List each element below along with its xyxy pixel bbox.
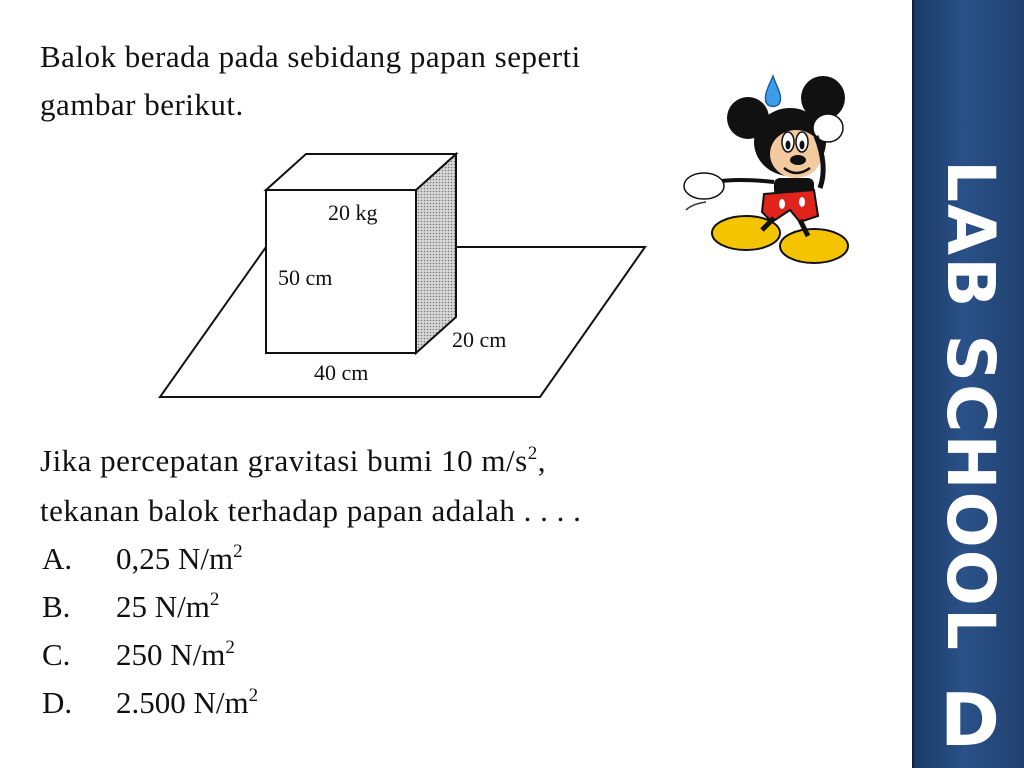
diagram-drawing	[150, 145, 660, 405]
width-label: 40 cm	[314, 360, 369, 385]
option-d[interactable]	[42, 684, 258, 722]
stem-line-1-end: ,	[537, 443, 546, 478]
answer-letter: D	[940, 678, 1000, 762]
option-a[interactable]	[42, 540, 243, 578]
question-stem-line-1	[40, 442, 546, 480]
stem-line-1-superscript: 2	[527, 443, 538, 464]
side-panel	[912, 0, 1024, 768]
option-superscript: 2	[248, 685, 259, 706]
block-on-board-diagram	[150, 145, 660, 405]
mass-label: 20 kg	[328, 200, 378, 225]
option-value: 25 N/m	[116, 589, 210, 624]
question-stem-line-2: tekanan balok terhadap papan adalah . . . .	[40, 493, 582, 528]
side-panel-title: LAB SCHOOL	[932, 160, 1009, 652]
option-superscript: 2	[209, 589, 220, 610]
option-superscript: 2	[233, 541, 243, 562]
option-letter: A.	[42, 541, 73, 576]
option-superscript: 2	[225, 637, 235, 658]
question-intro-line-2: gambar berikut.	[40, 87, 244, 122]
option-value: 2.500 N/m	[116, 685, 249, 720]
option-value: 250 N/m	[116, 637, 226, 672]
option-letter: D.	[42, 685, 73, 720]
option-b[interactable]	[42, 588, 219, 626]
stem-line-1-text: Jika percepatan gravitasi bumi 10 m/s	[40, 443, 528, 478]
option-letter: B.	[42, 589, 71, 624]
depth-label: 20 cm	[452, 327, 507, 352]
cartoon-mouse-icon	[678, 70, 858, 275]
option-c[interactable]	[42, 636, 235, 674]
option-letter: C.	[42, 637, 71, 672]
option-value: 0,25 N/m	[116, 541, 234, 576]
height-label: 50 cm	[278, 265, 333, 290]
question-intro-line-1: Balok berada pada sebidang papan seperti	[40, 39, 581, 74]
